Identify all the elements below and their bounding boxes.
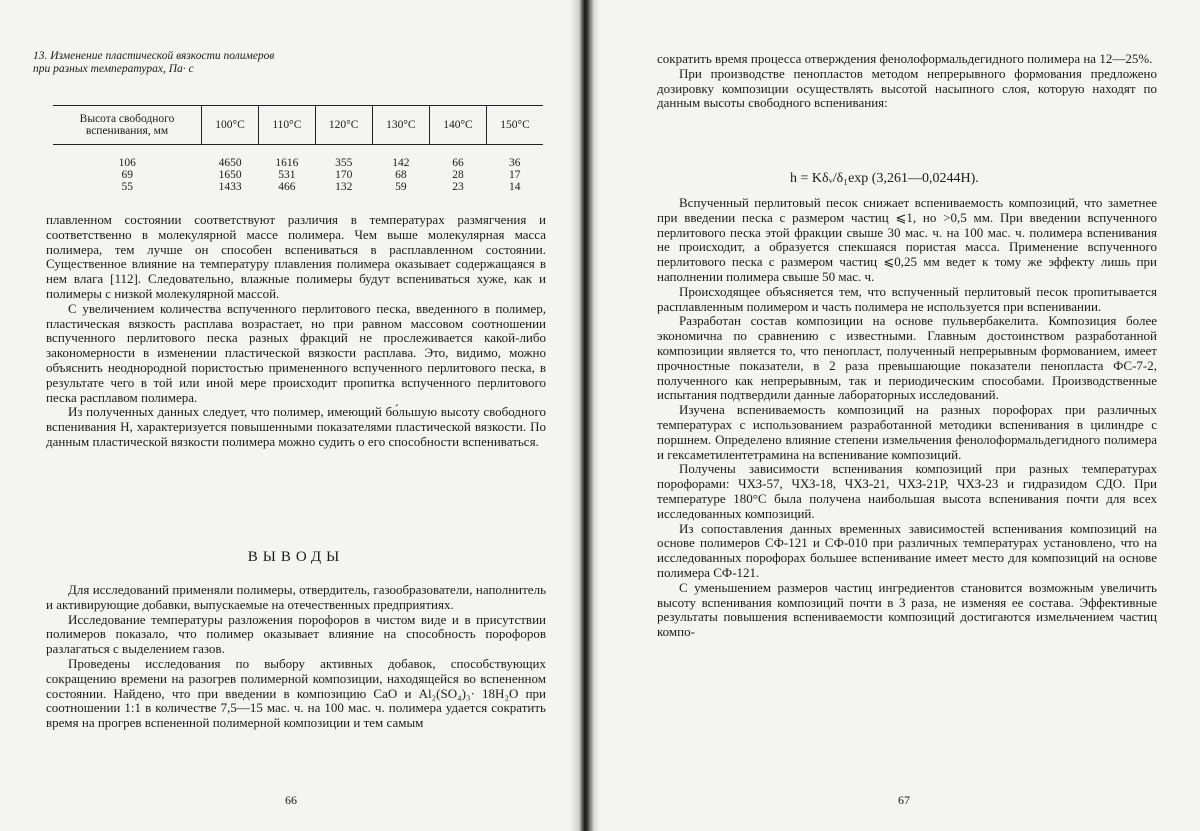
table-cell-value: 59 <box>395 181 407 193</box>
paragraph: плавленном состоянии соответствуют различия в температурах размягчения и соответственно в молекулярной массе полимера. Чем выше молекулярная масса полимера, тем лучше он способен вспениваться в расплавленном состоянии. Существенное влияние на температуру плавления полимера оказывает содержащаяся в нем влага [112]. Следовательно, влажные полимеры будут вспениваться хуже, как и полимеры с низкой молекулярной массой. <box>46 212 546 301</box>
table-cell-value: 23 <box>452 181 464 193</box>
paragraph: сократить время процесса отверждения фенолоформальдегидного полимера на 12—25%. <box>657 51 1153 66</box>
table-cell-value: 466 <box>278 181 296 193</box>
left-body-text <box>46 213 546 450</box>
formula: h = Kδᵥ/δ₁exp (3,261—0,0244H). <box>790 171 979 186</box>
section-heading: ВЫВОДЫ <box>247 549 345 565</box>
paragraph: Исследование температуры разложения порофоров в чистом виде и в присутствии полимеров показало, что полимер оказывает влияние на способность порофоров разлагаться с выделением газов. <box>46 611 546 657</box>
table-cell-value: 1650 <box>218 169 242 181</box>
table-cell-value: 17 <box>509 169 521 181</box>
table-header-temp: 150°С <box>487 106 543 145</box>
table-cell-value: 531 <box>278 169 296 181</box>
table-cell-height: 55 <box>121 181 133 193</box>
table-header-temp: 100°С <box>202 106 259 145</box>
book-gutter <box>570 0 600 831</box>
conclusions-text <box>46 583 546 731</box>
table-caption <box>33 50 363 76</box>
table-caption-line: при разных температурах, Па· с <box>33 63 194 75</box>
paragraph: С уменьшением размеров частиц ингредиентов становится возможным увеличить высоту вспенивания композиций почти в 3 раза, не изменяя ее состава. Эффективные результаты повышения вспениваемости композиций достигаются измельчением частиц компо- <box>657 579 1157 640</box>
table-header-temp: 130°С <box>372 106 429 145</box>
table-cell-value: 4650 <box>218 157 242 169</box>
paragraph: Из сопоставления данных временных зависимостей вспенивания композиций на основе полимеров СФ-121 и СФ-010 при различных температурах установлено, что на исследованных порофорах большее вспенивание имеет место для композиций на основе полимера СФ-121. <box>657 520 1157 580</box>
table-cell-value: 142 <box>392 157 410 169</box>
paragraph: Из полученных данных следует, что полимер, имеющий бо́льшую высоту свободного вспенивания Н, характеризуется повышенными показателями пластической вязкости. По данным пластической вязкости полимера можно судить о его способности вспениваться. <box>46 404 546 449</box>
paragraph: С увеличением количества вспученного перлитового песка, введенного в полимер, пластическая вязкость расплава возрастает, но при равном массовом соотношении вспученного перлитового песка разных фракций не прослеживается какой-либо закономерности в изменении пластической вязкости расплава. Это, видимо, можно объяснить неоднородной пористостью примененного вспученного перлитового песка, в результате чего в той или иной мере происходит пропитка вспученного перлитового песка расплавом полимера. <box>46 300 546 405</box>
table-cell-value: 1433 <box>218 181 242 193</box>
table-cell-value: 66 <box>452 157 464 169</box>
page-number: 67 <box>898 793 910 807</box>
table-cell-value: 36 <box>509 157 521 169</box>
table-cell-height: 106 <box>118 157 136 169</box>
paragraph: Получены зависимости вспенивания композиций при разных температурах порофорами: ЧХЗ-57, ЧХЗ-18, ЧХЗ-21, ЧХЗ-21Р, ЧХЗ-23 и гидразидом СДО. При температуре 180°С была получена наибольшая высота вспенивания почти для всех исследованных композиций. <box>657 461 1157 521</box>
table-header-line: Высота свободного <box>79 113 175 125</box>
right-page <box>600 0 1200 831</box>
table-body <box>53 145 543 194</box>
table-row <box>53 169 543 181</box>
table-cell-value: 14 <box>509 181 521 193</box>
paragraph: Для исследований применяли полимеры, отвердитель, газообразователи, наполнитель и активирующие добавки, выпускаемые на отечественных предприятиях. <box>46 582 546 612</box>
table-header-temp: 110°С <box>259 106 315 145</box>
paragraph: При производстве пенопластов методом непрерывного формования предложено дозировку композиции осуществлять высотой насыпного слоя, которую находят по данным высоты свободного вспенивания: <box>657 65 1157 111</box>
table-cell-value: 1616 <box>275 157 299 169</box>
table-cell-value: 170 <box>335 169 353 181</box>
table-cell-value: 28 <box>452 169 464 181</box>
paragraph: Вспученный перлитовый песок снижает вспениваемость композиций, что заметнее при введении песка с размером частиц ⩽1, но >0,5 мм. При введении вспученного перлитового песка этой фракции свыше 30 мас. ч. на 100 мас. ч. полимера вспенивания не происходит, а образуется спекшаяся пористая масса. Применение вспученного перлитового песка с размером частиц ⩽0,25 мм ведет к тому же эффекту лишь при наполнении полимера свыше 50 мас. ч. <box>657 195 1157 284</box>
page-number: 66 <box>285 793 297 807</box>
paragraph: Разработан состав композиции на основе пульвербакелита. Композиция более экономична по сравнению с известными. Главным достоинством разработанной композиции является то, что пенопласт, полученный непрерывным формованием, имеет прочностные показатели, в 2 раза превышающие показатели пенопласта ФС-7-2, полученного как непрерывным, так и периодическим способами. Производственные испытания подтвердили данные лабораторных исследований. <box>657 313 1157 403</box>
right-top-text <box>657 52 1157 111</box>
table-cell-value: 355 <box>335 157 353 169</box>
table-caption-line: 13. Изменение пластической вязкости полимеров <box>33 50 275 62</box>
paragraph: Изучена вспениваемость композиций на разных порофорах при различных температурах с использованием разработанной методики вспенивания в цилиндре с поршнем. Определено влияние степени измельчения фенолоформальдегидного полимера и гексаметилентетрамина на вспенивание композиций. <box>657 402 1157 462</box>
table-row <box>53 181 543 193</box>
table-row <box>53 145 543 170</box>
left-page <box>0 0 570 831</box>
table-header-line: вспенивания, мм <box>85 125 169 137</box>
table-header-temp: 120°С <box>315 106 372 145</box>
paragraph: Происходящее объясняется тем, что вспученный перлитовый песок пропитывается расплавленным полимером и часть полимера не используется при вспенивании. <box>657 283 1157 314</box>
paragraph: Проведены исследования по выбору активных добавок, способствующих сокращению времени на разогрев полимерной композиции, находящейся во вспененном состоянии. Найдено, что при введении в композицию CaO и Al₂(SO₄)₃· 18H₂O при соотношении 1:1 в количестве 7,5—15 мас. ч. на 100 мас. ч. полимера удается сократить время на прогрев вспененной полимерной композиции и тем самым <box>46 655 546 731</box>
right-body-text <box>657 196 1157 640</box>
table-cell-value: 132 <box>335 181 353 193</box>
table-header-temp: 140°С <box>429 106 486 145</box>
table-cell-height: 69 <box>121 169 133 181</box>
table-header-height <box>53 106 202 145</box>
viscosity-table <box>53 105 543 193</box>
table-header-row <box>53 106 543 145</box>
table-cell-value: 68 <box>395 169 407 181</box>
